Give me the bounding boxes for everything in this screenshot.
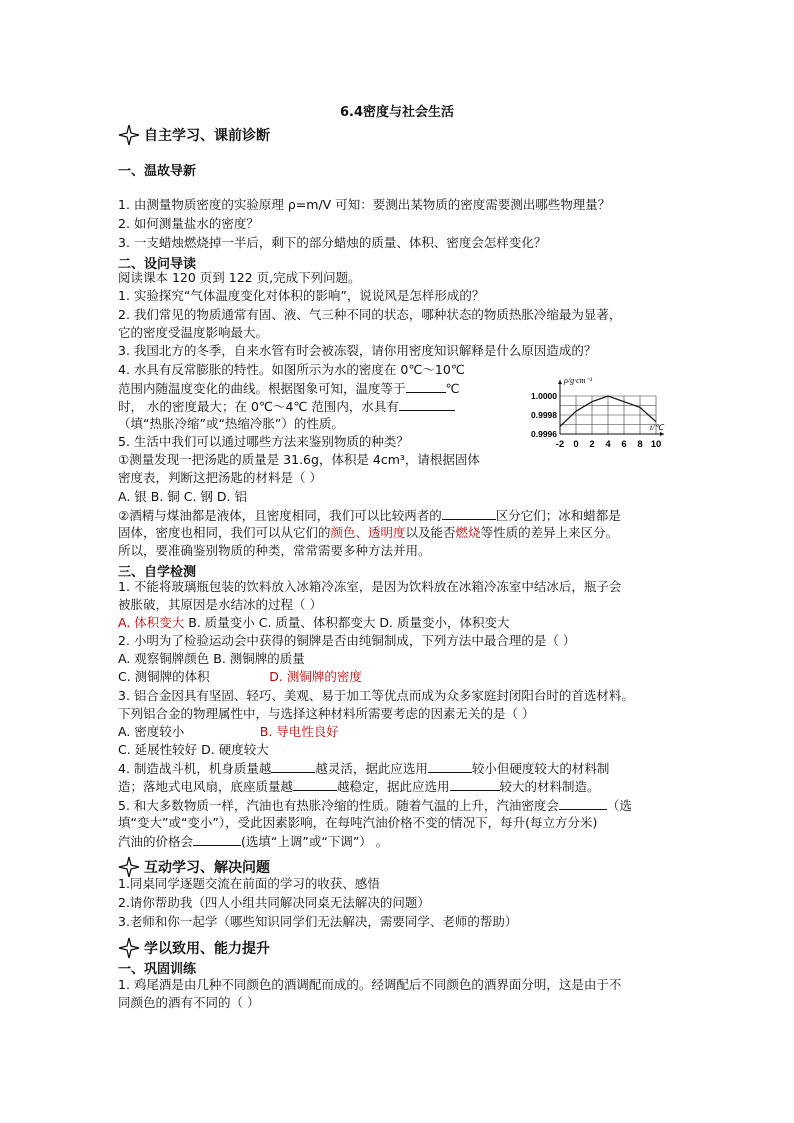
heading-self-test: 三、自学检测 [118, 565, 197, 580]
question-line: 被胀破，其原因是水结冰的过程（ ） [118, 597, 322, 612]
question-line: ①测量发现一把汤匙的质量是 31.6g，体积是 4cm³，请根据固体 [118, 452, 480, 467]
water-density-chart [508, 372, 668, 464]
x-tick-label: 2 [589, 439, 595, 450]
options-line: A. 银 B. 铜 C. 钢 D. 铝 [118, 489, 247, 504]
question-line: 1. 由测量物质密度的实验原理 ρ=m/V 可知：要测出某物质的密度需要测出哪些物理量？ [118, 197, 611, 212]
answer-blank[interactable] [406, 380, 446, 393]
question-line: 下列铝合金的物理属性中，与选择这种材料所需要考虑的因素无关的是（ ） [118, 706, 535, 721]
four-point-star-icon [118, 856, 140, 878]
answer-blank[interactable] [271, 760, 315, 773]
question-line: 1. 实验探究“气体温度变化对体积的影响”，说说风是怎样形成的？ [118, 288, 485, 303]
question-line: 3. 我国北方的冬季，自来水管有时会被冻裂，请你用密度知识解释是什么原因造成的？ [118, 343, 597, 358]
answer-blank[interactable] [193, 833, 241, 846]
question-line: 固体，密度也相同，我们可以从它们的颜色、透明度以及能否燃烧等性质的差异上来区分。 [118, 525, 619, 540]
section-application [118, 937, 270, 959]
question-line: 1. 鸡尾酒是由几种不同颜色的酒调配而成的。经调配后不同颜色的酒界面分明，这是由于不 [118, 977, 622, 992]
answer-blank[interactable] [559, 797, 607, 810]
options-line: C. 延展性较好 D. 硬度较大 [118, 742, 269, 757]
heading-guided-reading: 二、设问导读 [118, 257, 197, 272]
heading-review: 一、温故导新 [118, 164, 197, 179]
question-line: 填“变大”或“变小”），受此因素影响，在每吨汽油价格不变的情况下，每升(每立方分米) [118, 815, 598, 830]
question-line: 范围内随温度变化的曲线。根据图象可知，温度等于 ℃ [118, 381, 460, 396]
x-tick-label: 10 [650, 439, 662, 450]
options-line: A. 密度较小 B. 导电性良好 [118, 724, 339, 739]
question-line: 4. 制造战斗机，机身质量越 越灵活，据此应选用 较小但硬度较大的材料制 [118, 761, 610, 776]
answer-blank[interactable] [450, 778, 500, 791]
text-line: 2.请你帮助我（四人小组共同解决同桌无法解决的问题） [118, 895, 430, 910]
question-line: 5. 生活中我们可以通过哪些方法来鉴别物质的种类？ [118, 434, 409, 449]
x-axis-arrow [660, 432, 664, 436]
text-line: 3.老师和你一起学（哪些知识同学们无法解决，需要同学、老师的帮助） [118, 914, 518, 929]
section-title: 互动学习、解决问题 [144, 860, 270, 876]
text-line: 阅读课本 120 页到 122 页,完成下列问题。 [118, 270, 361, 285]
y-tick-label: 0.9998 [531, 410, 557, 420]
question-line: 它的密度受温度影响最大。 [118, 325, 269, 340]
section-interactive [118, 856, 270, 878]
text-line: 所以，要准确鉴别物质的种类，常常需要多种方法并用。 [118, 543, 431, 558]
question-line: 3. 铝合金因具有坚固、轻巧、美观、易于加工等优点而成为众多家庭封闭阳台时的首选材料。 [118, 688, 634, 703]
page-title: 6.4密度与社会生活 [339, 105, 455, 120]
answer-blank[interactable] [293, 778, 337, 791]
answer-blank[interactable] [442, 507, 496, 520]
question-line: 2. 小明为了检验运动会中获得的铜牌是否由纯铜制成，下列方法中最合理的是（ ） [118, 633, 576, 648]
options-line: C. 测铜牌的体积 D. 测铜牌的密度 [118, 669, 362, 684]
x-tick-label: 6 [621, 439, 627, 450]
question-line: 时， 水的密度最大；在 0℃～4℃ 范围内，水具有 [118, 398, 455, 415]
question-line: 造；落地式电风扇，底座质量越 越稳定，据此应选用 较大的材料制造。 [118, 779, 600, 794]
answer-blank[interactable] [428, 760, 472, 773]
heading-consolidation: 一、巩固训练 [118, 962, 197, 977]
y-tick-label: 1.0000 [531, 391, 557, 401]
question-line: 4. 水具有反常膨胀的特性。如图所示为水的密度在 0℃～10℃ [118, 362, 465, 377]
y-axis-label: ρ/g·cm⁻³ [564, 376, 593, 385]
four-point-star-icon [118, 937, 140, 959]
question-line: ②酒精与煤油都是液体，且密度相同，我们可以比较两者的 区分它们；冰和蜡都是 [118, 508, 621, 523]
answer-blank[interactable] [399, 398, 455, 411]
x-axis-label: t/℃ [650, 423, 664, 432]
question-line: 汽油的价格会 (选填“上调”或“下调”） 。 [118, 834, 389, 849]
x-tick-label: 4 [605, 439, 611, 450]
question-line: 2. 如何测量盐水的密度？ [118, 216, 259, 231]
question-line: 3. 一支蜡烛燃烧掉一半后，剩下的部分蜡烛的质量、体积、密度会怎样变化？ [118, 235, 547, 250]
question-line: 2. 我们常见的物质通常有固、液、气三种不同的状态，哪种状态的物质热胀冷缩最为显著， [118, 307, 622, 322]
section-title: 自主学习、课前诊断 [144, 128, 270, 144]
y-tick-label: 0.9996 [531, 429, 557, 439]
section-title: 学以致用、能力提升 [144, 941, 270, 957]
question-line: 同颜色的酒有不同的（ ） [118, 995, 260, 1010]
options-line: A. 观察铜牌颜色 B. 测铜牌的质量 [118, 651, 305, 666]
x-tick-label: 0 [573, 439, 579, 450]
four-point-star-icon [118, 124, 140, 146]
section-self-study [118, 124, 270, 146]
question-line: （填“热胀冷缩”或“热缩冷胀”）的性质。 [118, 416, 344, 431]
question-line: 5. 和大多数物质一样，汽油也有热胀冷缩的性质。随着气温的上升，汽油密度会 （选 [118, 798, 632, 813]
question-line: 密度表，判断这把汤匙的材料是（ ） [118, 470, 322, 485]
text-line: 1.同桌同学逐题交流在前面的学习的收获、感悟 [118, 876, 380, 891]
x-tick-label: -2 [555, 439, 565, 450]
x-tick-label: 8 [637, 439, 643, 450]
options-line: A. 体积变大 B. 质量变小 C. 质量、体积都变大 D. 质量变小，体积变大 [118, 615, 510, 630]
y-axis-arrow [558, 380, 562, 384]
question-line: 1. 不能将玻璃瓶包装的饮料放入冰箱冷冻室，是因为饮料放在冰箱冷冻室中结冰后，瓶子会 [118, 579, 622, 594]
